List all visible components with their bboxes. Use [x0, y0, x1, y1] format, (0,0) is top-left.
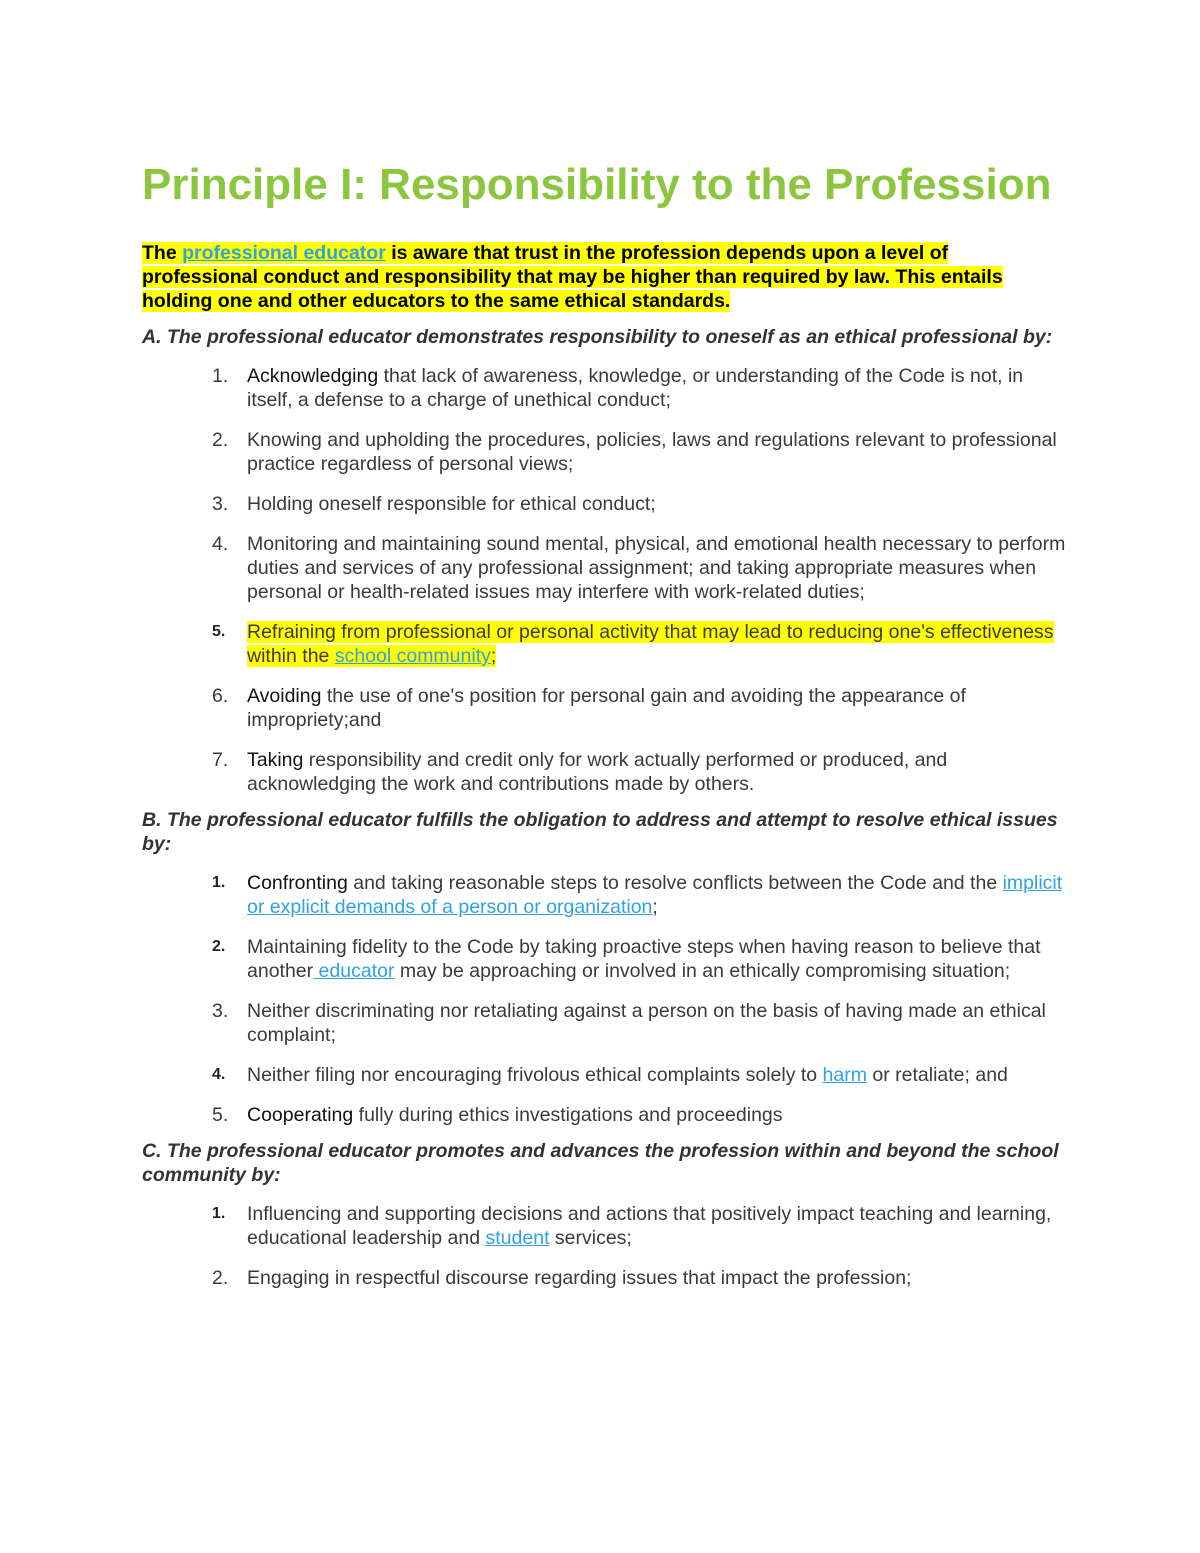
- item-number: 6.: [212, 685, 229, 707]
- item-text: Influencing and supporting decisions and actions that positively impact teaching and learning, educational leadership and: [247, 1203, 1052, 1249]
- list-item: [142, 532, 1067, 604]
- item-text: Knowing and upholding the procedures, policies, laws and regulations relevant to professional practice regardless of personal views;: [247, 429, 1057, 475]
- item-text: and taking reasonable steps to resolve conflicts between the Code and the: [347, 872, 1003, 894]
- item-text-post: ;: [652, 896, 658, 918]
- item-number: 3.: [212, 493, 229, 515]
- list-item: [142, 428, 1067, 476]
- item-number: 2.: [212, 429, 229, 451]
- list-item: [142, 492, 1067, 516]
- item-number: 4.: [212, 533, 229, 555]
- item-number: 7.: [212, 749, 229, 771]
- item-lead: Acknowledging: [247, 365, 379, 387]
- professional-educator-link[interactable]: professional educator: [182, 242, 386, 264]
- section-c-list: [142, 1202, 1067, 1290]
- list-item: [142, 1103, 1067, 1127]
- item-text: Neither discriminating nor retaliating against a person on the basis of having made an ethical complaint;: [247, 1000, 1046, 1046]
- list-item: [142, 999, 1067, 1047]
- section-b-heading: B. The professional educator fulfills the obligation to address and attempt to resolve ethical issues by:: [142, 809, 1058, 855]
- intro-text-post: is aware that trust in the profession depends upon a level of professional conduct and responsibility that may be higher than required by law. This entails holding one and other educators to the same ethical standards.: [142, 242, 1003, 312]
- list-item: [142, 684, 1067, 732]
- harm-link[interactable]: harm: [822, 1064, 867, 1086]
- school-community-link[interactable]: school community: [334, 645, 491, 667]
- item-highlight: [247, 621, 1054, 667]
- list-item: [142, 871, 1067, 919]
- item-text: Neither filing nor encouraging frivolous ethical complaints solely to: [247, 1064, 823, 1086]
- list-item: [142, 1202, 1067, 1250]
- item-text: Holding oneself responsible for ethical conduct;: [247, 493, 656, 515]
- item-text-post: may be approaching or involved in an ethically compromising situation;: [394, 960, 1011, 982]
- item-lead: Taking: [247, 749, 304, 771]
- list-item: [142, 935, 1067, 983]
- item-number: 3.: [212, 1000, 229, 1022]
- intro-highlight: [142, 242, 1003, 312]
- item-text: Monitoring and maintaining sound mental, physical, and emotional health necessary to perform duties and services of any professional assignment; and taking appropriate measures when personal or health-related issues may interfere with work-related duties;: [247, 533, 1066, 603]
- section-a-heading: A. The professional educator demonstrates responsibility to oneself as an ethical professional by:: [142, 326, 1053, 348]
- list-item: [142, 1063, 1067, 1087]
- educator-link[interactable]: educator: [313, 960, 395, 982]
- intro-paragraph: [142, 241, 1067, 313]
- item-number: 1.: [212, 365, 229, 387]
- item-text: Refraining from professional or personal activity that may lead to reducing one's effectiveness within the: [247, 621, 1054, 667]
- item-text: that lack of awareness, knowledge, or understanding of the Code is not, in itself, a defense to a charge of unethical conduct;: [247, 365, 1024, 411]
- item-lead: Avoiding: [247, 685, 322, 707]
- item-number: 2.: [212, 938, 226, 955]
- item-text-post: ;: [490, 645, 497, 667]
- list-item: [142, 620, 1067, 668]
- item-lead: Confronting: [247, 872, 348, 894]
- page-title: Principle I: Responsibility to the Profession: [142, 160, 1052, 209]
- list-item: [142, 1266, 1067, 1290]
- item-text: responsibility and credit only for work actually performed or produced, and acknowledging the work and contributions made by others.: [247, 749, 948, 795]
- item-text: Maintaining fidelity to the Code by taking proactive steps when having reason to believe that another: [247, 936, 1041, 982]
- item-text: the use of one's position for personal gain and avoiding the appearance of impropriety;and: [247, 685, 966, 731]
- item-text: fully during ethics investigations and proceedings: [353, 1104, 783, 1126]
- document-page: [142, 158, 1067, 1302]
- list-item: [142, 748, 1067, 796]
- section-c-heading: C. The professional educator promotes and advances the profession within and beyond the school community by:: [142, 1140, 1059, 1186]
- item-number: 1.: [212, 1205, 226, 1222]
- list-item: [142, 364, 1067, 412]
- item-number: 4.: [212, 1066, 226, 1083]
- item-number: 5.: [212, 1104, 229, 1126]
- student-link[interactable]: student: [485, 1227, 550, 1249]
- section-a-list: [142, 364, 1067, 796]
- item-text: Engaging in respectful discourse regarding issues that impact the profession;: [247, 1267, 912, 1289]
- item-number: 1.: [212, 874, 226, 891]
- item-number: 2.: [212, 1267, 229, 1289]
- implicit-demands-link[interactable]: implicit or explicit demands of a person or organization: [247, 872, 1063, 918]
- item-text-post: services;: [549, 1227, 632, 1249]
- item-lead: Cooperating: [247, 1104, 354, 1126]
- item-number: 5.: [212, 623, 226, 640]
- intro-text-pre: The: [142, 242, 183, 264]
- item-text-post: or retaliate; and: [866, 1064, 1008, 1086]
- section-b-list: [142, 871, 1067, 1127]
